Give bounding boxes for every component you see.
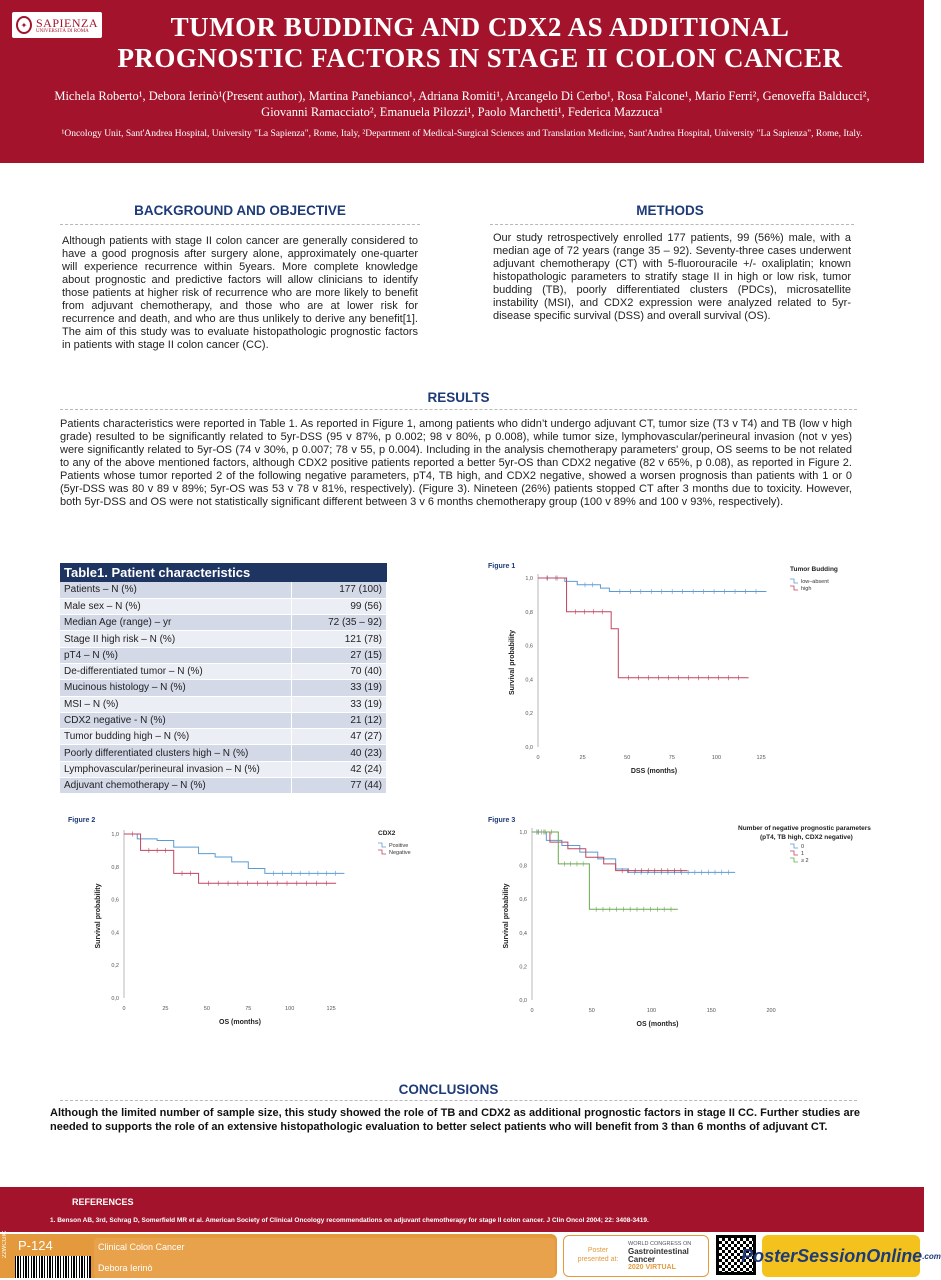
y-tick-label: 0,4	[519, 930, 527, 937]
table-row	[60, 631, 387, 647]
row-label: Median Age (range) – yr	[60, 615, 292, 631]
km-plot-svg	[60, 812, 430, 1034]
results-text: Patients characteristics were reported in Table 1. As reported in Figure 1, among patients who didn’t undergo adjuvant CT, tumor size (T3 v T4) and TB (low v high grade) resulted to be significantly related to 5yr-DSS (95 v 87%, p 0.002; 98 v 80%, p 0.008), while tumor size, lymphovascular/perineural invasion (not v yes) were significantly related to 5yr-OS (74 v 30%, p 0.007; 78 v 55, p 0.004). Including in the analysis chemotherapy parameters' group, OS seems to be not related to any of the above mentioned factors, although CDX2 positive patients reported a better 5yr-OS than CDX2 negative (82 v 65%, p 0.08), as reported in Figure 2. Patients whose tumor reported 2 of the following negative parameters, pT4, TB high, and CDX2 negative, showed a worsen prognosis than patients with 1 or 0 (5yr-DSS was 80 v 89 v 89%; 5yr-OS was 53 v 78 v 81%, respectively). (Figure 3). Nineteen (26%) patients stopped CT after 3 months due to toxicity. However, both 5yr-DSS and OS were not statistically significant different between 3 v 6 months chemotherapy group (100 v 89% and 100 v 93%, respectively).	[60, 418, 852, 508]
row-value: 42 (24)	[292, 761, 387, 777]
y-tick-label: 1,0	[525, 576, 533, 582]
survival-curve-0	[532, 832, 735, 872]
congress-line-3: Cancer	[628, 1255, 656, 1264]
y-tick-label: 0,2	[111, 963, 119, 970]
title-line-1: TUMOR BUDDING AND CDX2 AS ADDITIONAL	[170, 12, 790, 42]
x-axis-label: OS (months)	[636, 1021, 679, 1028]
row-label: De-differentiated tumor – N (%)	[60, 663, 292, 679]
x-tick-label: 25	[162, 1006, 169, 1012]
y-tick-label: 0,4	[111, 930, 119, 937]
references-title: REFERENCES	[72, 1197, 134, 1207]
table-row	[60, 615, 387, 631]
presented-at	[570, 1246, 626, 1264]
table-row	[60, 598, 387, 614]
congress-code: 22WCGIC	[2, 1230, 8, 1258]
row-value: 177 (100)	[292, 582, 387, 598]
table-row	[60, 696, 387, 712]
x-tick-label: 125	[756, 755, 766, 761]
row-value: 40 (23)	[292, 745, 387, 761]
poster-title	[60, 12, 900, 74]
row-label: CDX2 negative - N (%)	[60, 712, 292, 728]
row-label: Poorly differentiated clusters high – N (%)	[60, 745, 292, 761]
poster-category: Clinical Colon Cancer	[98, 1242, 185, 1252]
row-label: Lymphovascular/perineural invasion – N (%)	[60, 761, 292, 777]
row-label: Stage II high risk – N (%)	[60, 631, 292, 647]
footer-info-panel	[0, 1230, 557, 1278]
y-tick-label: 0,0	[111, 996, 119, 1002]
y-tick-label: 0,8	[525, 609, 533, 616]
presented-line-1: Poster	[587, 1247, 609, 1254]
table-row	[60, 712, 387, 728]
survival-curve-1	[538, 578, 749, 678]
x-axis-label: OS (months)	[219, 1019, 261, 1026]
x-tick-label: 100	[646, 1008, 657, 1014]
y-axis-label: Survival probability	[503, 883, 510, 949]
y-tick-label: 0,8	[111, 864, 119, 871]
legend-entry: high	[801, 586, 812, 592]
x-axis-label: DSS (months)	[630, 768, 678, 775]
legend-title: Tumor Budding	[790, 566, 838, 573]
row-value: 77 (44)	[292, 778, 387, 794]
x-tick-label: 50	[588, 1008, 595, 1014]
x-tick-label: 0	[536, 755, 540, 761]
row-value: 72 (35 – 92)	[292, 615, 387, 631]
authors	[20, 88, 904, 120]
legend-swatch	[790, 579, 798, 583]
logo-main-text: SAPIENZA	[35, 15, 98, 30]
row-label: Patients – N (%)	[60, 582, 292, 598]
legend-title-line-1: Number of negative prognostic parameters	[738, 825, 871, 832]
legend-entry: 1	[801, 851, 805, 857]
seal-icon: ✦	[16, 16, 32, 34]
table-row	[60, 745, 387, 761]
table-row	[60, 680, 387, 696]
km-plot-svg	[480, 558, 890, 780]
table-row	[60, 761, 387, 777]
survival-curve-1	[532, 832, 687, 871]
y-tick-label: 0,0	[519, 998, 527, 1004]
affiliations: ¹Oncology Unit, Sant'Andrea Hospital, University "La Sapienza", Rome, Italy, ²Department of Medical-Surgical Sciences and Translation Medicine, Sant'Andrea Hospital, University "La Sapienza", Rome, Italy.	[61, 129, 863, 139]
row-label: Male sex – N (%)	[60, 598, 292, 614]
y-tick-label: 0,6	[525, 643, 533, 650]
x-tick-label: 125	[326, 1006, 336, 1012]
x-tick-label: 75	[245, 1006, 252, 1012]
figure-label: Figure 2	[68, 817, 96, 824]
y-tick-label: 0,4	[525, 677, 533, 684]
legend-entry: low–absent	[801, 579, 829, 585]
congress-line-4: 2020 VIRTUAL	[628, 1264, 676, 1271]
methods-divider	[490, 224, 854, 225]
y-tick-label: 0,8	[519, 863, 527, 870]
y-tick-label: 0,2	[519, 964, 527, 971]
legend-swatch	[790, 844, 798, 848]
patient-characteristics-table	[60, 563, 387, 794]
background-title: BACKGROUND AND OBJECTIVE	[134, 203, 346, 218]
background-text: Although patients with stage II colon cancer are generally considered to have a good prognosis after surgery alone, approximately one-quarter will experience recurrence within 5years. More complete knowledge about prognostic and predictive factors will allow clinicians to identify those patients at higher risk of recurrence who are more likely to benefit from adjuvant chemotherapy, and those who are at lower risk for recurrence and death, and who are thus unlikely to derive any benefit[1]. The aim of this study was to evaluate histopathologic prognostic factors in patients with stage II colon cancer (CC).	[62, 235, 418, 351]
methods-text: Our study retrospectively enrolled 177 patients, 99 (56%) male, with a median age of 72 years (range 35 – 92). Seventy-three cases underwent adjuvant chemotherapy (CT) with 5-fluorouracile +/- oxaliplatin; known histopathologic parameters to stratify stage II in high or low risk, tumor budding (TB), poorly differentiated clusters (PDCs), microsatellite instability (MSI), and CDX2 expression were analyzed related to 5yr-disease specific survival (DSS) and overall survival (OS).	[493, 232, 851, 322]
y-axis-label: Survival probability	[95, 883, 102, 949]
row-label: Mucinous histology – N (%)	[60, 680, 292, 696]
x-tick-label: 0	[122, 1006, 126, 1012]
legend-entry: Positive	[389, 843, 409, 849]
row-value: 47 (27)	[292, 729, 387, 745]
row-value: 99 (56)	[292, 598, 387, 614]
presented-line-2: presented at:	[577, 1256, 619, 1263]
conclusions-title: CONCLUSIONS	[398, 1082, 499, 1097]
row-value: 27 (15)	[292, 647, 387, 663]
y-tick-label: 0,2	[525, 711, 533, 718]
row-value: 33 (19)	[292, 680, 387, 696]
logo-sub-text: UNIVERSITÀ DI ROMA	[35, 28, 89, 34]
title-line-2: PROGNOSTIC FACTORS IN STAGE II COLON CANCER	[117, 43, 843, 73]
congress-logo	[628, 1240, 706, 1272]
figure-label: Figure 3	[488, 817, 516, 824]
y-tick-label: 1,0	[519, 830, 527, 836]
legend-swatch	[378, 843, 386, 847]
survival-curve-1	[124, 834, 336, 883]
x-tick-label: 50	[203, 1006, 210, 1012]
row-label: pT4 – N (%)	[60, 647, 292, 663]
x-tick-label: 25	[579, 755, 586, 761]
survival-curve-0	[538, 578, 766, 592]
y-axis-label: Survival probability	[509, 630, 516, 695]
congress-badge	[563, 1235, 709, 1277]
row-value: 21 (12)	[292, 712, 387, 728]
conclusions-text: Although the limited number of sample size, this study showed the role of TB and CDX2 as additional prognostic factors in stage II CC. Further studies are needed to supports the role of an extensive histopathologic evaluation to better select patients who will benefit from 3 than 6 months of adjuvant CT.	[50, 1107, 860, 1133]
y-tick-label: 0,6	[519, 897, 527, 904]
table-row	[60, 729, 387, 745]
congress-line-1: WORLD CONGRESS ON	[628, 1241, 692, 1247]
poster-number: P-124	[18, 1238, 53, 1253]
x-tick-label: 100	[285, 1006, 295, 1012]
legend-entry: ≥ 2	[801, 858, 809, 864]
poster-author: Debora Ierinò	[98, 1263, 153, 1273]
brand-suffix: .com	[922, 1251, 941, 1261]
congress-line-2: Gastrointestinal	[628, 1247, 689, 1256]
row-label: Adjuvant chemotherapy – N (%)	[60, 778, 292, 794]
row-value: 33 (19)	[292, 696, 387, 712]
legend-title: CDX2	[378, 830, 396, 837]
background-divider	[60, 224, 420, 225]
brand-name: PosterSessionOnline	[741, 1245, 923, 1266]
x-tick-label: 200	[766, 1008, 776, 1014]
x-tick-label: 50	[624, 755, 631, 761]
figure-1-dss-tumor-budding	[480, 558, 890, 780]
legend-swatch	[790, 586, 798, 590]
poster-header	[0, 0, 924, 163]
footer	[0, 1230, 941, 1280]
row-value: 70 (40)	[292, 663, 387, 679]
legend-entry: Negative	[389, 850, 411, 856]
results-divider	[60, 409, 857, 410]
y-tick-label: 0,0	[525, 745, 533, 751]
km-plot-svg	[480, 812, 900, 1034]
table-row	[60, 663, 387, 679]
row-value: 121 (78)	[292, 631, 387, 647]
y-tick-label: 1,0	[111, 832, 119, 838]
row-label: Tumor budding high – N (%)	[60, 729, 292, 745]
table-row	[60, 582, 387, 598]
survival-curve-0	[124, 834, 344, 873]
results-title: RESULTS	[427, 390, 490, 405]
row-label: MSI – N (%)	[60, 696, 292, 712]
legend-title-line-2: (pT4, TB high, CDX2 negative)	[760, 834, 853, 841]
methods-title: METHODS	[636, 203, 704, 218]
legend-swatch	[790, 858, 798, 862]
table-title: Table1. Patient characteristics	[60, 563, 387, 582]
reference-1: 1. Benson AB, 3rd, Schrag D, Somerfield MR et al. American Society of Clinical Oncology recommendations on adjuvant chemotherapy for stage II colon cancer. J Clin Oncol 2004; 22: 3408-3419.	[50, 1217, 649, 1224]
references-bar	[0, 1187, 924, 1232]
x-tick-label: 0	[530, 1008, 534, 1014]
figure-3-os-negative-parameters	[480, 812, 900, 1034]
y-tick-label: 0,6	[111, 897, 119, 904]
figure-label: Figure 1	[488, 563, 516, 570]
x-tick-label: 100	[711, 755, 722, 761]
conclusions-divider	[60, 1100, 857, 1101]
poster-session-online-logo[interactable]	[741, 1235, 941, 1277]
legend-entry: 0	[801, 844, 805, 850]
table-row	[60, 647, 387, 663]
x-tick-label: 150	[706, 1008, 716, 1014]
figure-2-os-cdx2	[60, 812, 430, 1034]
authors-line-2: Giovanni Ramacciato², Emanuela Pilozzi¹, Paolo Marchetti¹, Federica Mazzuca¹	[261, 105, 663, 119]
legend-swatch	[790, 851, 798, 855]
authors-line-1: Michela Roberto¹, Debora Ierinò¹(Present author), Martina Panebianco¹, Adriana Romiti¹, Arcangelo Di Cerbo¹, Rosa Falcone¹, Mario Ferri², Genoveffa Balducci²,	[54, 89, 870, 103]
barcode-icon	[15, 1256, 91, 1278]
x-tick-label: 75	[668, 755, 675, 761]
table-row	[60, 778, 387, 794]
legend-swatch	[378, 850, 386, 854]
